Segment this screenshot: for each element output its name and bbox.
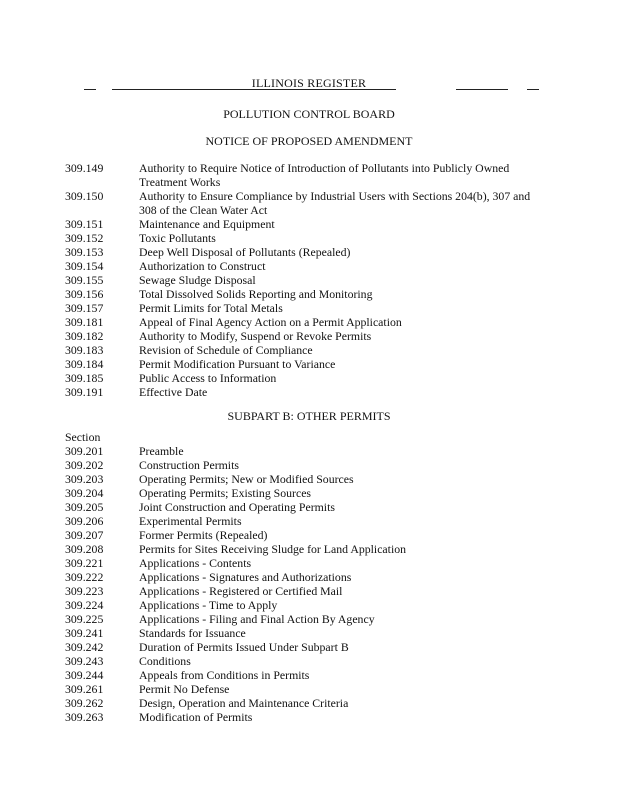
section-number: 309.208 bbox=[65, 542, 104, 556]
section-list-a bbox=[65, 161, 535, 399]
section-list-b bbox=[65, 444, 535, 724]
section-number: 309.181 bbox=[65, 315, 104, 329]
section-title: Authority to Require Notice of Introduction of Pollutants into Publicly Owned Treatment Works bbox=[139, 161, 510, 189]
list-item bbox=[65, 710, 535, 724]
section-number: 309.223 bbox=[65, 584, 104, 598]
section-number: 309.221 bbox=[65, 556, 104, 570]
section-title: Construction Permits bbox=[139, 458, 239, 472]
section-number: 309.182 bbox=[65, 329, 104, 343]
list-item bbox=[65, 570, 535, 584]
section-number: 309.262 bbox=[65, 696, 104, 710]
section-number: 309.204 bbox=[65, 486, 104, 500]
section-title: Operating Permits; New or Modified Sources bbox=[139, 472, 354, 486]
section-label: Section bbox=[65, 430, 101, 444]
section-title: Applications - Registered or Certified Mail bbox=[139, 584, 343, 598]
section-number: 309.154 bbox=[65, 259, 104, 273]
list-item bbox=[65, 668, 535, 682]
section-title: Operating Permits; Existing Sources bbox=[139, 486, 312, 500]
section-title: Authorization to Construct bbox=[139, 259, 266, 273]
list-item bbox=[65, 528, 535, 542]
section-title: Design, Operation and Maintenance Criteria bbox=[139, 696, 349, 710]
section-number: 309.225 bbox=[65, 612, 104, 626]
section-number: 309.150 bbox=[65, 189, 104, 203]
register-title: ILLINOIS REGISTER bbox=[251, 76, 367, 90]
section-number: 309.184 bbox=[65, 357, 104, 371]
list-item bbox=[65, 458, 535, 472]
section-number: 309.157 bbox=[65, 301, 104, 315]
section-number: 309.202 bbox=[65, 458, 104, 472]
section-title: Duration of Permits Issued Under Subpart B bbox=[139, 640, 349, 654]
list-item bbox=[65, 612, 535, 626]
section-number: 309.185 bbox=[65, 371, 104, 385]
section-title: Applications - Time to Apply bbox=[139, 598, 278, 612]
list-item bbox=[65, 315, 535, 329]
section-title: Authority to Modify, Suspend or Revoke Permits bbox=[139, 329, 372, 343]
list-item bbox=[65, 472, 535, 486]
section-number: 309.155 bbox=[65, 273, 104, 287]
section-title: Authority to Ensure Compliance by Industrial Users with Sections 204(b), 307 and 308 of the Clean Water Act bbox=[139, 189, 531, 217]
section-number: 309.263 bbox=[65, 710, 104, 724]
section-title: Standards for Issuance bbox=[139, 626, 246, 640]
list-item bbox=[65, 273, 535, 287]
section-number: 309.203 bbox=[65, 472, 104, 486]
section-number: 309.224 bbox=[65, 598, 104, 612]
section-title: Permit Modification Pursuant to Variance bbox=[139, 357, 336, 371]
section-number: 309.205 bbox=[65, 500, 104, 514]
section-number: 309.153 bbox=[65, 245, 104, 259]
section-title: Effective Date bbox=[139, 385, 208, 399]
section-title: Applications - Signatures and Authorizations bbox=[139, 570, 352, 584]
section-number: 309.222 bbox=[65, 570, 104, 584]
section-number: 309.241 bbox=[65, 626, 104, 640]
list-item bbox=[65, 217, 535, 231]
list-item bbox=[65, 161, 535, 189]
section-title: Applications - Contents bbox=[139, 556, 252, 570]
list-item bbox=[65, 444, 535, 458]
list-item bbox=[65, 556, 535, 570]
list-item bbox=[65, 385, 535, 399]
notice-title: NOTICE OF PROPOSED AMENDMENT bbox=[205, 134, 413, 148]
list-item bbox=[65, 640, 535, 654]
section-title: Sewage Sludge Disposal bbox=[139, 273, 256, 287]
list-item bbox=[65, 598, 535, 612]
section-title: Applications - Filing and Final Action By Agency bbox=[139, 612, 375, 626]
section-list bbox=[65, 161, 535, 724]
section-title: Preamble bbox=[139, 444, 184, 458]
section-title: Permits for Sites Receiving Sludge for Land Application bbox=[139, 542, 407, 556]
section-number: 309.244 bbox=[65, 668, 104, 682]
section-number: 309.183 bbox=[65, 343, 104, 357]
section-number: 309.152 bbox=[65, 231, 104, 245]
list-item bbox=[65, 259, 535, 273]
section-number: 309.206 bbox=[65, 514, 104, 528]
section-title: Experimental Permits bbox=[139, 514, 242, 528]
list-item bbox=[65, 371, 535, 385]
section-title: Maintenance and Equipment bbox=[139, 217, 275, 231]
section-title: Former Permits (Repealed) bbox=[139, 528, 268, 542]
section-title: Modification of Permits bbox=[139, 710, 253, 724]
section-title: Revision of Schedule of Compliance bbox=[139, 343, 313, 357]
list-item bbox=[65, 231, 535, 245]
section-title: Permit No Defense bbox=[139, 682, 230, 696]
list-item bbox=[65, 542, 535, 556]
section-title: Public Access to Information bbox=[139, 371, 277, 385]
list-item bbox=[65, 682, 535, 696]
section-title: Appeals from Conditions in Permits bbox=[139, 668, 310, 682]
board-name: POLLUTION CONTROL BOARD bbox=[223, 107, 395, 121]
list-item bbox=[65, 245, 535, 259]
list-item bbox=[65, 287, 535, 301]
section-title: Toxic Pollutants bbox=[139, 231, 216, 245]
section-number: 309.207 bbox=[65, 528, 104, 542]
list-item bbox=[65, 654, 535, 668]
list-item bbox=[65, 189, 535, 217]
list-item bbox=[65, 486, 535, 500]
list-item bbox=[65, 301, 535, 315]
section-title: Permit Limits for Total Metals bbox=[139, 301, 283, 315]
section-number: 309.242 bbox=[65, 640, 104, 654]
section-number: 309.151 bbox=[65, 217, 104, 231]
list-item bbox=[65, 584, 535, 598]
section-number: 309.149 bbox=[65, 161, 104, 175]
list-item bbox=[65, 500, 535, 514]
list-item bbox=[65, 357, 535, 371]
section-title: Joint Construction and Operating Permits bbox=[139, 500, 335, 514]
section-number: 309.261 bbox=[65, 682, 104, 696]
list-item bbox=[65, 329, 535, 343]
list-item bbox=[65, 626, 535, 640]
section-number: 309.243 bbox=[65, 654, 104, 668]
list-item bbox=[65, 514, 535, 528]
section-title: Total Dissolved Solids Reporting and Monitoring bbox=[139, 287, 373, 301]
section-number: 309.201 bbox=[65, 444, 104, 458]
section-title: Conditions bbox=[139, 654, 191, 668]
list-item bbox=[65, 696, 535, 710]
section-number: 309.191 bbox=[65, 385, 104, 399]
section-number: 309.156 bbox=[65, 287, 104, 301]
list-item bbox=[65, 343, 535, 357]
section-title: Deep Well Disposal of Pollutants (Repealed) bbox=[139, 245, 351, 259]
section-title: Appeal of Final Agency Action on a Permit Application bbox=[139, 315, 402, 329]
subpart-b-heading: SUBPART B: OTHER PERMITS bbox=[227, 409, 391, 423]
